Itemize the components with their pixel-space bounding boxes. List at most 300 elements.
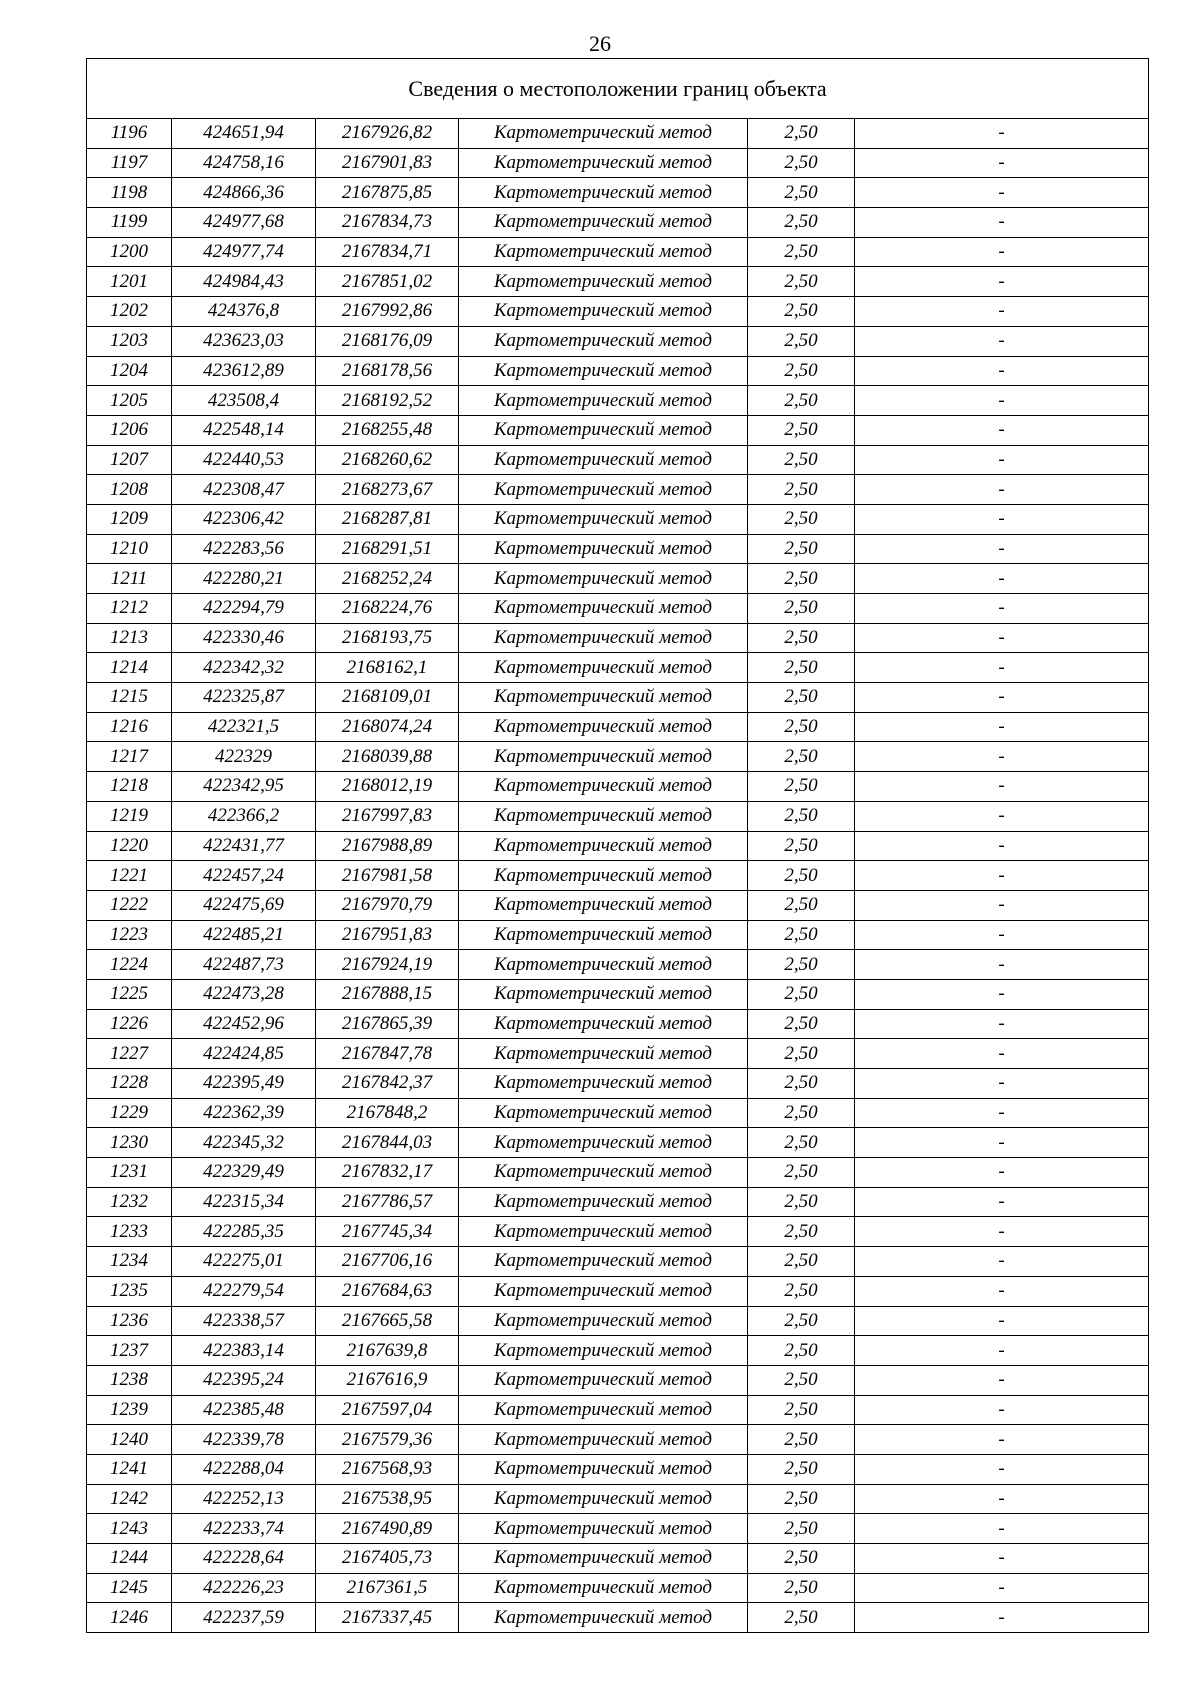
description-cell: - xyxy=(855,1306,1149,1336)
table-row xyxy=(87,1306,1149,1336)
description-cell: - xyxy=(855,1336,1149,1366)
point-number-cell: 1197 xyxy=(87,148,172,178)
table-row xyxy=(87,950,1149,980)
x-coordinate-cell: 423508,4 xyxy=(172,386,316,416)
description-cell: - xyxy=(855,861,1149,891)
x-coordinate-cell: 422440,53 xyxy=(172,445,316,475)
y-coordinate-cell: 2167597,04 xyxy=(316,1395,459,1425)
table-row xyxy=(87,119,1149,149)
table-row xyxy=(87,504,1149,534)
x-coordinate-cell: 424984,43 xyxy=(172,267,316,297)
method-cell: Картометрический метод xyxy=(459,1365,748,1395)
description-cell: - xyxy=(855,178,1149,208)
table-row xyxy=(87,148,1149,178)
table-row xyxy=(87,1039,1149,1069)
x-coordinate-cell: 424651,94 xyxy=(172,119,316,149)
table-row xyxy=(87,386,1149,416)
description-cell: - xyxy=(855,1573,1149,1603)
description-cell: - xyxy=(855,237,1149,267)
x-coordinate-cell: 422366,2 xyxy=(172,801,316,831)
description-cell: - xyxy=(855,1603,1149,1633)
table-row xyxy=(87,1247,1149,1277)
x-coordinate-cell: 422339,78 xyxy=(172,1425,316,1455)
method-cell: Картометрический метод xyxy=(459,1039,748,1069)
table-row xyxy=(87,1573,1149,1603)
accuracy-cell: 2,50 xyxy=(748,1098,855,1128)
table-caption: Сведения о местоположении границ объекта xyxy=(87,59,1149,119)
accuracy-cell: 2,50 xyxy=(748,712,855,742)
point-number-cell: 1218 xyxy=(87,772,172,802)
point-number-cell: 1200 xyxy=(87,237,172,267)
description-cell: - xyxy=(855,623,1149,653)
x-coordinate-cell: 422345,32 xyxy=(172,1128,316,1158)
x-coordinate-cell: 422228,64 xyxy=(172,1544,316,1574)
accuracy-cell: 2,50 xyxy=(748,1306,855,1336)
accuracy-cell: 2,50 xyxy=(748,534,855,564)
point-number-cell: 1210 xyxy=(87,534,172,564)
method-cell: Картометрический метод xyxy=(459,504,748,534)
description-cell: - xyxy=(855,1514,1149,1544)
x-coordinate-cell: 422280,21 xyxy=(172,564,316,594)
y-coordinate-cell: 2168192,52 xyxy=(316,386,459,416)
description-cell: - xyxy=(855,119,1149,149)
x-coordinate-cell: 422395,49 xyxy=(172,1069,316,1099)
accuracy-cell: 2,50 xyxy=(748,119,855,149)
x-coordinate-cell: 423612,89 xyxy=(172,356,316,386)
accuracy-cell: 2,50 xyxy=(748,267,855,297)
accuracy-cell: 2,50 xyxy=(748,564,855,594)
accuracy-cell: 2,50 xyxy=(748,1484,855,1514)
point-number-cell: 1214 xyxy=(87,653,172,683)
y-coordinate-cell: 2168074,24 xyxy=(316,712,459,742)
description-cell: - xyxy=(855,1217,1149,1247)
point-number-cell: 1204 xyxy=(87,356,172,386)
description-cell: - xyxy=(855,1247,1149,1277)
x-coordinate-cell: 424376,8 xyxy=(172,297,316,327)
accuracy-cell: 2,50 xyxy=(748,1187,855,1217)
y-coordinate-cell: 2167832,17 xyxy=(316,1158,459,1188)
x-coordinate-cell: 422424,85 xyxy=(172,1039,316,1069)
description-cell: - xyxy=(855,1276,1149,1306)
table-row xyxy=(87,1158,1149,1188)
y-coordinate-cell: 2168162,1 xyxy=(316,653,459,683)
method-cell: Картометрический метод xyxy=(459,1187,748,1217)
x-coordinate-cell: 422452,96 xyxy=(172,1009,316,1039)
x-coordinate-cell: 424758,16 xyxy=(172,148,316,178)
method-cell: Картометрический метод xyxy=(459,653,748,683)
method-cell: Картометрический метод xyxy=(459,861,748,891)
point-number-cell: 1237 xyxy=(87,1336,172,1366)
x-coordinate-cell: 422457,24 xyxy=(172,861,316,891)
accuracy-cell: 2,50 xyxy=(748,1425,855,1455)
point-number-cell: 1240 xyxy=(87,1425,172,1455)
y-coordinate-cell: 2168193,75 xyxy=(316,623,459,653)
point-number-cell: 1232 xyxy=(87,1187,172,1217)
accuracy-cell: 2,50 xyxy=(748,623,855,653)
table-row xyxy=(87,861,1149,891)
point-number-cell: 1219 xyxy=(87,801,172,831)
table-row xyxy=(87,1603,1149,1633)
table-row xyxy=(87,712,1149,742)
method-cell: Картометрический метод xyxy=(459,1069,748,1099)
accuracy-cell: 2,50 xyxy=(748,1603,855,1633)
point-number-cell: 1231 xyxy=(87,1158,172,1188)
x-coordinate-cell: 422275,01 xyxy=(172,1247,316,1277)
x-coordinate-cell: 422329,49 xyxy=(172,1158,316,1188)
method-cell: Картометрический метод xyxy=(459,712,748,742)
x-coordinate-cell: 422329 xyxy=(172,742,316,772)
accuracy-cell: 2,50 xyxy=(748,772,855,802)
table-row xyxy=(87,1098,1149,1128)
accuracy-cell: 2,50 xyxy=(748,1454,855,1484)
accuracy-cell: 2,50 xyxy=(748,683,855,713)
description-cell: - xyxy=(855,920,1149,950)
y-coordinate-cell: 2168109,01 xyxy=(316,683,459,713)
x-coordinate-cell: 422395,24 xyxy=(172,1365,316,1395)
accuracy-cell: 2,50 xyxy=(748,326,855,356)
accuracy-cell: 2,50 xyxy=(748,1514,855,1544)
x-coordinate-cell: 422362,39 xyxy=(172,1098,316,1128)
accuracy-cell: 2,50 xyxy=(748,1544,855,1574)
table-row xyxy=(87,237,1149,267)
x-coordinate-cell: 422431,77 xyxy=(172,831,316,861)
description-cell: - xyxy=(855,1544,1149,1574)
accuracy-cell: 2,50 xyxy=(748,1158,855,1188)
table-row xyxy=(87,1514,1149,1544)
y-coordinate-cell: 2167665,58 xyxy=(316,1306,459,1336)
method-cell: Картометрический метод xyxy=(459,1573,748,1603)
table-row xyxy=(87,267,1149,297)
point-number-cell: 1229 xyxy=(87,1098,172,1128)
point-number-cell: 1212 xyxy=(87,594,172,624)
y-coordinate-cell: 2167842,37 xyxy=(316,1069,459,1099)
y-coordinate-cell: 2168039,88 xyxy=(316,742,459,772)
accuracy-cell: 2,50 xyxy=(748,1276,855,1306)
y-coordinate-cell: 2167875,85 xyxy=(316,178,459,208)
x-coordinate-cell: 422294,79 xyxy=(172,594,316,624)
description-cell: - xyxy=(855,386,1149,416)
description-cell: - xyxy=(855,326,1149,356)
method-cell: Картометрический метод xyxy=(459,178,748,208)
table-row xyxy=(87,920,1149,950)
accuracy-cell: 2,50 xyxy=(748,801,855,831)
point-number-cell: 1205 xyxy=(87,386,172,416)
point-number-cell: 1215 xyxy=(87,683,172,713)
point-number-cell: 1225 xyxy=(87,979,172,1009)
accuracy-cell: 2,50 xyxy=(748,1336,855,1366)
accuracy-cell: 2,50 xyxy=(748,178,855,208)
x-coordinate-cell: 422285,35 xyxy=(172,1217,316,1247)
description-cell: - xyxy=(855,653,1149,683)
accuracy-cell: 2,50 xyxy=(748,1247,855,1277)
point-number-cell: 1217 xyxy=(87,742,172,772)
accuracy-cell: 2,50 xyxy=(748,742,855,772)
accuracy-cell: 2,50 xyxy=(748,1039,855,1069)
table-row xyxy=(87,831,1149,861)
table-row xyxy=(87,1336,1149,1366)
y-coordinate-cell: 2168255,48 xyxy=(316,415,459,445)
x-coordinate-cell: 422548,14 xyxy=(172,415,316,445)
point-number-cell: 1223 xyxy=(87,920,172,950)
description-cell: - xyxy=(855,594,1149,624)
x-coordinate-cell: 424866,36 xyxy=(172,178,316,208)
description-cell: - xyxy=(855,564,1149,594)
point-number-cell: 1226 xyxy=(87,1009,172,1039)
accuracy-cell: 2,50 xyxy=(748,1573,855,1603)
y-coordinate-cell: 2167834,73 xyxy=(316,208,459,238)
method-cell: Картометрический метод xyxy=(459,890,748,920)
description-cell: - xyxy=(855,1009,1149,1039)
y-coordinate-cell: 2167901,83 xyxy=(316,148,459,178)
description-cell: - xyxy=(855,208,1149,238)
point-number-cell: 1208 xyxy=(87,475,172,505)
point-number-cell: 1236 xyxy=(87,1306,172,1336)
description-cell: - xyxy=(855,534,1149,564)
y-coordinate-cell: 2168273,67 xyxy=(316,475,459,505)
point-number-cell: 1211 xyxy=(87,564,172,594)
description-cell: - xyxy=(855,831,1149,861)
method-cell: Картометрический метод xyxy=(459,623,748,653)
y-coordinate-cell: 2167997,83 xyxy=(316,801,459,831)
method-cell: Картометрический метод xyxy=(459,534,748,564)
accuracy-cell: 2,50 xyxy=(748,386,855,416)
method-cell: Картометрический метод xyxy=(459,1603,748,1633)
table-row xyxy=(87,415,1149,445)
y-coordinate-cell: 2167786,57 xyxy=(316,1187,459,1217)
point-number-cell: 1246 xyxy=(87,1603,172,1633)
description-cell: - xyxy=(855,772,1149,802)
point-number-cell: 1234 xyxy=(87,1247,172,1277)
point-number-cell: 1216 xyxy=(87,712,172,742)
table-row xyxy=(87,1187,1149,1217)
y-coordinate-cell: 2167988,89 xyxy=(316,831,459,861)
method-cell: Картометрический метод xyxy=(459,326,748,356)
table-row xyxy=(87,1425,1149,1455)
x-coordinate-cell: 422226,23 xyxy=(172,1573,316,1603)
accuracy-cell: 2,50 xyxy=(748,1069,855,1099)
y-coordinate-cell: 2167405,73 xyxy=(316,1544,459,1574)
y-coordinate-cell: 2167745,34 xyxy=(316,1217,459,1247)
table-row xyxy=(87,1544,1149,1574)
x-coordinate-cell: 424977,74 xyxy=(172,237,316,267)
point-number-cell: 1233 xyxy=(87,1217,172,1247)
description-cell: - xyxy=(855,1454,1149,1484)
point-number-cell: 1222 xyxy=(87,890,172,920)
point-number-cell: 1203 xyxy=(87,326,172,356)
method-cell: Картометрический метод xyxy=(459,356,748,386)
table-body xyxy=(87,119,1149,1633)
method-cell: Картометрический метод xyxy=(459,1158,748,1188)
table-row xyxy=(87,594,1149,624)
method-cell: Картометрический метод xyxy=(459,386,748,416)
x-coordinate-cell: 422308,47 xyxy=(172,475,316,505)
accuracy-cell: 2,50 xyxy=(748,356,855,386)
y-coordinate-cell: 2167992,86 xyxy=(316,297,459,327)
x-coordinate-cell: 422342,95 xyxy=(172,772,316,802)
table-row xyxy=(87,1069,1149,1099)
point-number-cell: 1244 xyxy=(87,1544,172,1574)
accuracy-cell: 2,50 xyxy=(748,445,855,475)
y-coordinate-cell: 2167639,8 xyxy=(316,1336,459,1366)
point-number-cell: 1238 xyxy=(87,1365,172,1395)
table-row xyxy=(87,742,1149,772)
accuracy-cell: 2,50 xyxy=(748,594,855,624)
y-coordinate-cell: 2167981,58 xyxy=(316,861,459,891)
description-cell: - xyxy=(855,1098,1149,1128)
description-cell: - xyxy=(855,1395,1149,1425)
y-coordinate-cell: 2168012,19 xyxy=(316,772,459,802)
point-number-cell: 1230 xyxy=(87,1128,172,1158)
method-cell: Картометрический метод xyxy=(459,119,748,149)
method-cell: Картометрический метод xyxy=(459,1484,748,1514)
accuracy-cell: 2,50 xyxy=(748,208,855,238)
method-cell: Картометрический метод xyxy=(459,1336,748,1366)
table-row xyxy=(87,208,1149,238)
y-coordinate-cell: 2168260,62 xyxy=(316,445,459,475)
description-cell: - xyxy=(855,356,1149,386)
y-coordinate-cell: 2167888,15 xyxy=(316,979,459,1009)
x-coordinate-cell: 422237,59 xyxy=(172,1603,316,1633)
point-number-cell: 1235 xyxy=(87,1276,172,1306)
x-coordinate-cell: 422288,04 xyxy=(172,1454,316,1484)
description-cell: - xyxy=(855,1069,1149,1099)
accuracy-cell: 2,50 xyxy=(748,475,855,505)
method-cell: Картометрический метод xyxy=(459,950,748,980)
method-cell: Картометрический метод xyxy=(459,1514,748,1544)
description-cell: - xyxy=(855,683,1149,713)
x-coordinate-cell: 422330,46 xyxy=(172,623,316,653)
table-row xyxy=(87,772,1149,802)
point-number-cell: 1243 xyxy=(87,1514,172,1544)
x-coordinate-cell: 422315,34 xyxy=(172,1187,316,1217)
accuracy-cell: 2,50 xyxy=(748,1009,855,1039)
point-number-cell: 1201 xyxy=(87,267,172,297)
description-cell: - xyxy=(855,1187,1149,1217)
description-cell: - xyxy=(855,1365,1149,1395)
method-cell: Картометрический метод xyxy=(459,415,748,445)
description-cell: - xyxy=(855,1484,1149,1514)
point-number-cell: 1224 xyxy=(87,950,172,980)
table-row xyxy=(87,1128,1149,1158)
point-number-cell: 1227 xyxy=(87,1039,172,1069)
x-coordinate-cell: 422487,73 xyxy=(172,950,316,980)
table-row xyxy=(87,326,1149,356)
point-number-cell: 1206 xyxy=(87,415,172,445)
y-coordinate-cell: 2167970,79 xyxy=(316,890,459,920)
x-coordinate-cell: 422475,69 xyxy=(172,890,316,920)
table-caption-row xyxy=(87,59,1149,119)
accuracy-cell: 2,50 xyxy=(748,415,855,445)
table-row xyxy=(87,801,1149,831)
y-coordinate-cell: 2167926,82 xyxy=(316,119,459,149)
table-row xyxy=(87,178,1149,208)
table-row xyxy=(87,683,1149,713)
method-cell: Картометрический метод xyxy=(459,1217,748,1247)
description-cell: - xyxy=(855,1039,1149,1069)
point-number-cell: 1202 xyxy=(87,297,172,327)
description-cell: - xyxy=(855,415,1149,445)
description-cell: - xyxy=(855,475,1149,505)
y-coordinate-cell: 2167538,95 xyxy=(316,1484,459,1514)
description-cell: - xyxy=(855,979,1149,1009)
y-coordinate-cell: 2167490,89 xyxy=(316,1514,459,1544)
method-cell: Картометрический метод xyxy=(459,564,748,594)
method-cell: Картометрический метод xyxy=(459,208,748,238)
point-number-cell: 1220 xyxy=(87,831,172,861)
accuracy-cell: 2,50 xyxy=(748,950,855,980)
description-cell: - xyxy=(855,267,1149,297)
table-row xyxy=(87,1454,1149,1484)
description-cell: - xyxy=(855,297,1149,327)
point-number-cell: 1209 xyxy=(87,504,172,534)
accuracy-cell: 2,50 xyxy=(748,1128,855,1158)
point-number-cell: 1241 xyxy=(87,1454,172,1484)
accuracy-cell: 2,50 xyxy=(748,920,855,950)
method-cell: Картометрический метод xyxy=(459,594,748,624)
x-coordinate-cell: 422383,14 xyxy=(172,1336,316,1366)
x-coordinate-cell: 422306,42 xyxy=(172,504,316,534)
y-coordinate-cell: 2167337,45 xyxy=(316,1603,459,1633)
x-coordinate-cell: 422473,28 xyxy=(172,979,316,1009)
table-row xyxy=(87,356,1149,386)
y-coordinate-cell: 2167924,19 xyxy=(316,950,459,980)
method-cell: Картометрический метод xyxy=(459,742,748,772)
accuracy-cell: 2,50 xyxy=(748,979,855,1009)
method-cell: Картометрический метод xyxy=(459,831,748,861)
table-row xyxy=(87,297,1149,327)
method-cell: Картометрический метод xyxy=(459,801,748,831)
x-coordinate-cell: 422342,32 xyxy=(172,653,316,683)
point-number-cell: 1199 xyxy=(87,208,172,238)
x-coordinate-cell: 422325,87 xyxy=(172,683,316,713)
y-coordinate-cell: 2167684,63 xyxy=(316,1276,459,1306)
y-coordinate-cell: 2167361,5 xyxy=(316,1573,459,1603)
accuracy-cell: 2,50 xyxy=(748,653,855,683)
y-coordinate-cell: 2167706,16 xyxy=(316,1247,459,1277)
accuracy-cell: 2,50 xyxy=(748,1365,855,1395)
method-cell: Картометрический метод xyxy=(459,1276,748,1306)
point-number-cell: 1196 xyxy=(87,119,172,149)
point-number-cell: 1239 xyxy=(87,1395,172,1425)
method-cell: Картометрический метод xyxy=(459,1306,748,1336)
point-number-cell: 1242 xyxy=(87,1484,172,1514)
method-cell: Картометрический метод xyxy=(459,979,748,1009)
y-coordinate-cell: 2168176,09 xyxy=(316,326,459,356)
y-coordinate-cell: 2167951,83 xyxy=(316,920,459,950)
x-coordinate-cell: 422233,74 xyxy=(172,1514,316,1544)
y-coordinate-cell: 2167616,9 xyxy=(316,1365,459,1395)
x-coordinate-cell: 422283,56 xyxy=(172,534,316,564)
table-row xyxy=(87,475,1149,505)
y-coordinate-cell: 2168287,81 xyxy=(316,504,459,534)
point-number-cell: 1198 xyxy=(87,178,172,208)
y-coordinate-cell: 2167847,78 xyxy=(316,1039,459,1069)
method-cell: Картометрический метод xyxy=(459,1009,748,1039)
boundary-coordinates-table xyxy=(86,58,1149,1633)
method-cell: Картометрический метод xyxy=(459,1544,748,1574)
y-coordinate-cell: 2167844,03 xyxy=(316,1128,459,1158)
table-row xyxy=(87,979,1149,1009)
y-coordinate-cell: 2168224,76 xyxy=(316,594,459,624)
y-coordinate-cell: 2167865,39 xyxy=(316,1009,459,1039)
method-cell: Картометрический метод xyxy=(459,297,748,327)
accuracy-cell: 2,50 xyxy=(748,297,855,327)
method-cell: Картометрический метод xyxy=(459,1454,748,1484)
method-cell: Картометрический метод xyxy=(459,445,748,475)
method-cell: Картометрический метод xyxy=(459,1098,748,1128)
x-coordinate-cell: 423623,03 xyxy=(172,326,316,356)
table-row xyxy=(87,1217,1149,1247)
